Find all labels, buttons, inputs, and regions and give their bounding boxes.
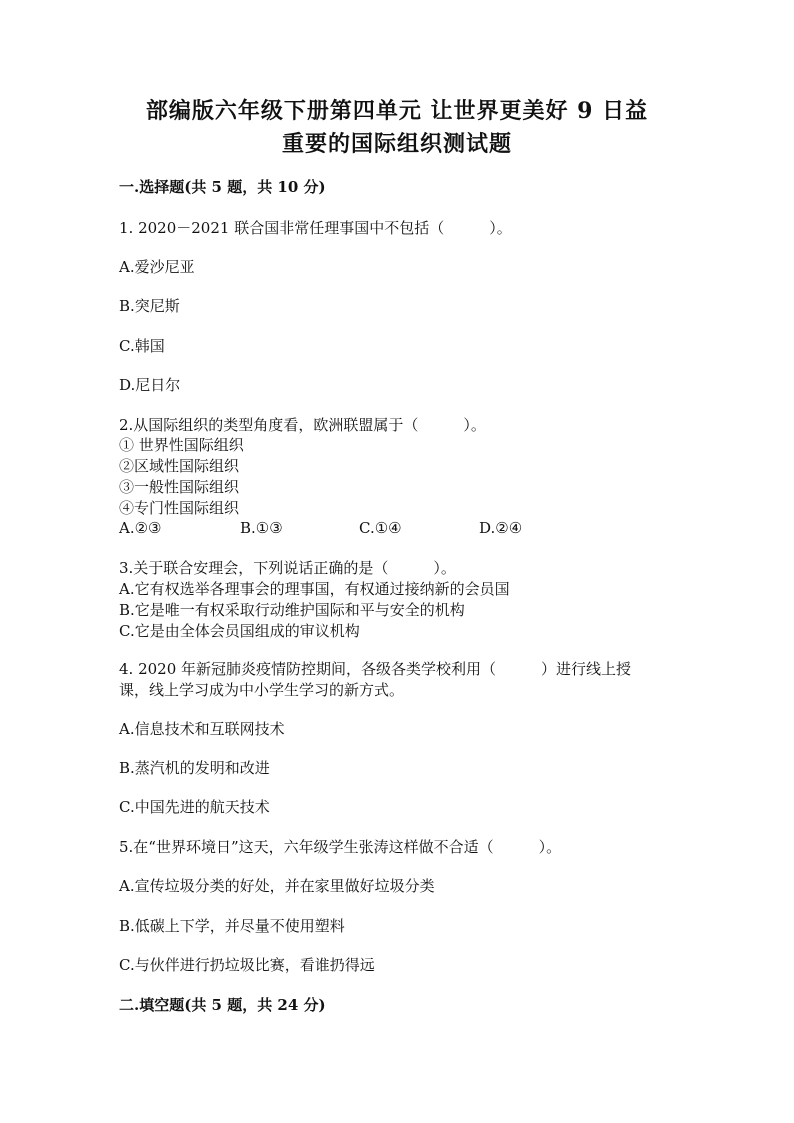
- question-4-option-c: C.中国先进的航天技术: [119, 798, 270, 816]
- question-4-stem-line1: 4. 2020 年新冠肺炎疫情防控期间，各级各类学校利用（ ）进行线上授: [119, 660, 632, 678]
- question-3-stem: 3.关于联合安理会，下列说话正确的是（ ）。: [119, 559, 456, 577]
- question-1-stem: 1. 2020－2021 联合国非常任理事国中不包括（ ）。: [119, 219, 512, 237]
- question-1-option-a: A.爱沙尼亚: [119, 258, 195, 276]
- question-2-option-c: C.①④: [359, 519, 402, 537]
- question-5-option-a: A.宣传垃圾分类的好处，并在家里做好垃圾分类: [119, 877, 435, 895]
- question-1-option-d: D.尼日尔: [119, 376, 181, 394]
- document-title-line2: 重要的国际组织测试题: [281, 131, 512, 157]
- section-heading-choice: 一.选择题(共 5 题，共 10 分): [119, 178, 326, 196]
- question-2-stem: 2.从国际组织的类型角度看，欧洲联盟属于（ ）。: [119, 416, 486, 434]
- section-heading-fill-blank: 二.填空题(共 5 题，共 24 分): [119, 996, 326, 1014]
- document-title-line1: 部编版六年级下册第四单元 让世界更美好 9 日益: [145, 98, 649, 124]
- question-2-item-1: ① 世界性国际组织: [119, 436, 244, 454]
- question-2-item-2: ②区域性国际组织: [119, 457, 240, 475]
- question-4-option-a: A.信息技术和互联网技术: [119, 720, 285, 738]
- question-2-option-a: A.②③: [119, 519, 162, 537]
- question-3-option-b: B.它是唯一有权采取行动维护国际和平与安全的机构: [119, 601, 465, 619]
- question-2-item-3: ③一般性国际组织: [119, 478, 240, 496]
- question-4-stem-line2: 课，线上学习成为中小学生学习的新方式。: [119, 681, 405, 699]
- question-2-item-4: ④专门性国际组织: [119, 499, 240, 517]
- question-2-option-d: D.②④: [479, 519, 523, 537]
- question-3-option-a: A.它有权选举各理事会的理事国，有权通过接纳新的会员国: [119, 580, 510, 598]
- question-1-option-c: C.韩国: [119, 337, 165, 355]
- question-5-stem: 5.在“世界环境日”这天，六年级学生张涛这样做不合适（ ）。: [119, 838, 562, 856]
- question-3-option-c: C.它是由全体会员国组成的审议机构: [119, 622, 360, 640]
- question-4-option-b: B.蒸汽机的发明和改进: [119, 759, 270, 777]
- question-5-option-c: C.与伙伴进行扔垃圾比赛，看谁扔得远: [119, 956, 375, 974]
- question-5-option-b: B.低碳上下学，并尽量不使用塑料: [119, 917, 345, 935]
- question-1-option-b: B.突尼斯: [119, 297, 180, 315]
- question-2-option-b: B.①③: [240, 519, 283, 537]
